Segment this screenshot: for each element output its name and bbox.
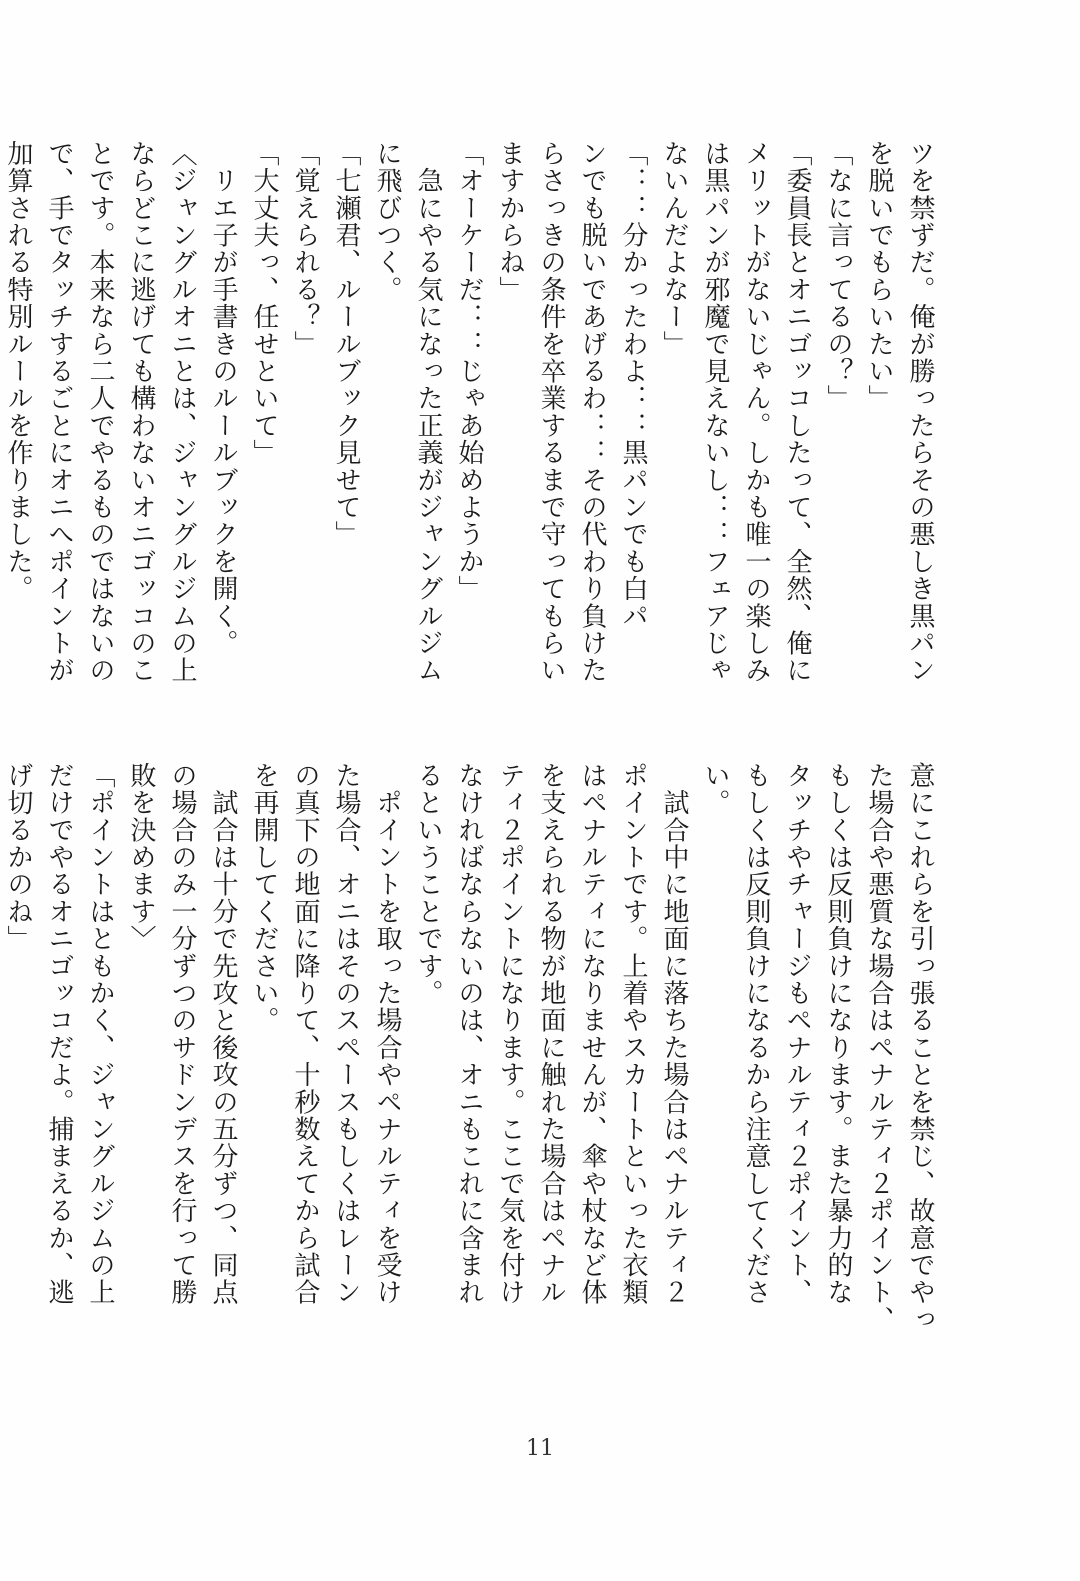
text-line: 「覚えられる？」 [290,140,320,358]
text-line: ならどこに逃げても構わないオニゴッコのこ [126,140,156,684]
text-line: た場合、オニはそのスペースもしくはレーン [331,762,361,1306]
text-line: なければならないのは、オニもこれに含まれ [454,762,484,1306]
text-line: を支えられる物が地面に触れた場合はペナル [536,762,566,1306]
text-line: はペナルティになりませんが、傘や杖など体 [577,762,607,1306]
text-line: 「委員長とオニゴッコしたって、全然、俺に [782,140,812,684]
text-line: 「大丈夫っ、任せといて」 [249,140,279,467]
text-line: ポイントです。上着やスカートといった衣類 [618,762,648,1306]
text-line: とです。本来なら二人でやるものではないの [85,140,115,684]
lower-text-block [0,762,940,1334]
text-line: 敗を決めます〉 [126,762,156,953]
text-line: ツを禁ずだ。俺が勝ったらその悪しき黒パン [905,140,935,684]
text-line: 加算される特別ルールを作りました。 [3,140,33,603]
text-line: 「七瀬君、ルールブック見せて」 [331,140,361,548]
text-line: だけでやるオニゴッコだよ。捕まえるか、逃 [44,762,74,1306]
page-number: 11 [526,1436,554,1461]
text-line: は黒パンが邪魔で見えないし：：フェアじゃ [700,140,730,684]
text-line: もしくは反則負けになるから注意してくださ [741,762,771,1306]
text-line: タッチやチャージもペナルティ２ポイント、 [782,762,812,1306]
text-line: らさっきの条件を卒業するまで守ってもらい [536,140,566,684]
text-line: で、手でタッチするごとにオニへポイントが [44,140,74,684]
text-line: 「なに言ってるの？」 [823,140,853,412]
text-line: もしくは反則負けになります。また暴力的な [823,762,853,1306]
text-line: リエ子が手書きのルールブックを開く。 [208,140,238,657]
text-line: 試合は十分で先攻と後攻の五分ずつ、同点 [208,762,238,1306]
text-line: 「ポイントはともかく、ジャングルジムの上 [85,762,115,1306]
text-line: るということです。 [413,762,443,1007]
text-line: ないんだよなー」 [659,140,689,358]
text-line: を脱いでもらいたい」 [864,140,894,412]
text-line: 意にこれらを引っ張ることを禁じ、故意でやっ [905,762,935,1334]
text-line: 試合中に地面に落ちた場合はペナルティ２ [659,762,689,1306]
text-line: ますからね」 [495,140,525,304]
upper-text-block [0,140,940,700]
text-line: い。 [700,762,730,817]
text-line: メリットがないじゃん。しかも唯一の楽しみ [741,140,771,684]
text-line: ンでも脱いであげるわ：：その代わり負けた [577,140,607,684]
text-line: 「オーケーだ：：じゃあ始めようか」 [454,140,484,603]
text-line: ポイントを取った場合やペナルティを受け [372,762,402,1306]
text-line: 急にやる気になった正義がジャングルジム [413,140,443,684]
text-line: に飛びつく。 [372,140,402,304]
text-line: ティ２ポイントになります。ここで気を付け [495,762,525,1306]
text-line: の場合のみ一分ずつのサドンデスを行って勝 [167,762,197,1306]
text-line: の真下の地面に降りて、十秒数えてから試合 [290,762,320,1306]
text-line: た場合や悪質な場合はペナルティ２ポイント、 [864,762,894,1334]
text-line: 「：：分かったわよ：：黒パンでも白パ [618,140,648,630]
text-line: 〈ジャングルオニとは、ジャングルジムの上 [167,140,197,684]
text-line: げ切るかのね」 [3,762,33,953]
text-line: を再開してください。 [249,762,279,1034]
